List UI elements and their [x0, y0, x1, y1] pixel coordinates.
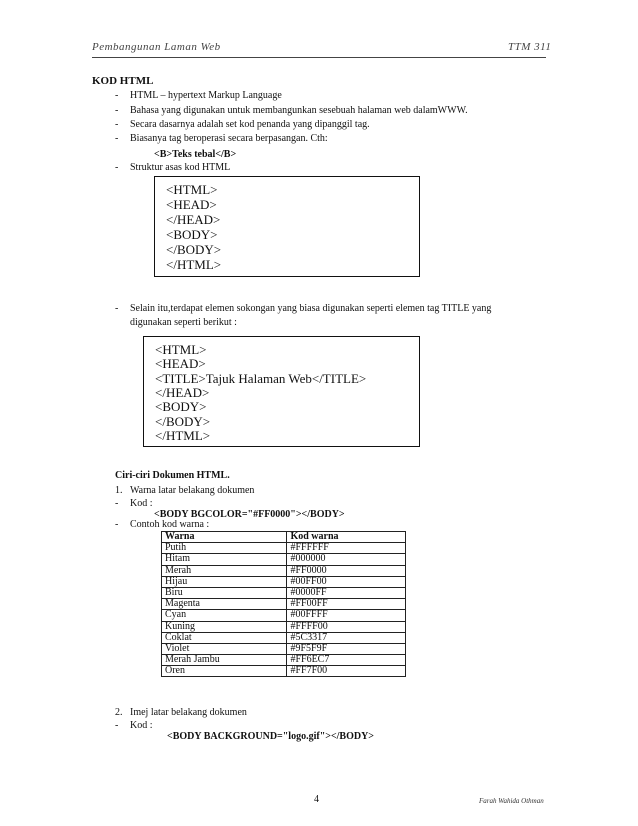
color-name-cell: Merah — [162, 565, 287, 576]
item-text: Imej latar belakang dokumen — [130, 707, 247, 718]
bullet-mark: - — [115, 119, 119, 130]
bullet-text: Bahasa yang digunakan untuk membangunkan sesebuah halaman web dalamWWW. — [130, 105, 468, 116]
code-line: </BODY> — [155, 414, 211, 429]
page-number: 4 — [314, 794, 319, 805]
number-mark: 2. — [115, 707, 123, 718]
column-header-color: Warna — [162, 532, 287, 543]
table-row — [162, 632, 406, 643]
column-header-code: Kod warna — [287, 532, 406, 543]
bullet-mark: - — [115, 90, 119, 101]
subsection-title: Ciri-ciri Dokumen HTML. — [115, 470, 230, 481]
code-line: </HEAD> — [155, 385, 210, 400]
code-line: </HEAD> — [166, 212, 221, 227]
color-code-cell: #FF00FF — [287, 599, 406, 610]
color-code-cell: #FF7F00 — [287, 666, 406, 677]
bullet-mark: - — [115, 498, 119, 509]
color-code-cell: #FFFF00 — [287, 621, 406, 632]
item-text: Kod : — [130, 498, 153, 509]
color-name-cell: Putih — [162, 543, 287, 554]
table-row — [162, 643, 406, 654]
table-row — [162, 587, 406, 598]
bullet-mark: - — [115, 162, 119, 173]
code-line: </HTML> — [155, 428, 211, 443]
item-text: Kod : — [130, 720, 153, 731]
color-code-cell: #000000 — [287, 554, 406, 565]
color-code-cell: #FF0000 — [287, 565, 406, 576]
list-item — [115, 302, 535, 330]
color-name-cell: Kuning — [162, 621, 287, 632]
color-code-cell: #9F5F9F — [287, 643, 406, 654]
code-line: </HTML> — [166, 257, 222, 272]
section-title: KOD HTML — [92, 75, 154, 87]
code-line: <HTML> — [166, 182, 218, 197]
bullet-mark: - — [115, 519, 119, 530]
code-line: <BODY> — [155, 399, 207, 414]
bullet-text: Secara dasarnya adalah set kod penanda yang dipanggil tag. — [130, 119, 370, 130]
list-item — [115, 484, 515, 497]
header-rule — [92, 57, 546, 58]
color-code-cell: #FF6EC7 — [287, 655, 406, 666]
code-line: <BODY> — [166, 227, 218, 242]
color-name-cell: Oren — [162, 666, 287, 677]
bullet-text-line2: digunakan seperti berikut : — [130, 317, 237, 328]
color-code-cell: #00FF00 — [287, 576, 406, 587]
code-line: <TITLE>Tajuk Halaman Web</TITLE> — [155, 371, 367, 386]
color-code-cell: #FFFFFF — [287, 543, 406, 554]
bullet-mark: - — [115, 720, 119, 731]
table-row — [162, 599, 406, 610]
color-name-cell: Violet — [162, 643, 287, 654]
code-line: <HEAD> — [155, 356, 206, 371]
table-header-row — [162, 532, 406, 543]
bullet-mark: - — [115, 133, 119, 144]
table-row — [162, 576, 406, 587]
table-row — [162, 610, 406, 621]
table-row — [162, 554, 406, 565]
table-row — [162, 666, 406, 677]
color-code-table — [161, 531, 406, 677]
color-code-cell: #0000FF — [287, 587, 406, 598]
header-course-code: TTM 311 — [508, 41, 552, 53]
footer-author: Farah Wahida Othman — [479, 797, 544, 805]
code-box-basic-structure — [154, 176, 420, 277]
bullet-text: Struktur asas kod HTML — [130, 162, 231, 173]
code-line: <HTML> — [155, 342, 207, 357]
list-item — [115, 118, 535, 131]
list-item — [115, 518, 515, 531]
table-row — [162, 543, 406, 554]
color-name-cell: Magenta — [162, 599, 287, 610]
item-text: Contoh kod warna : — [130, 519, 210, 530]
code-bgcolor-example: <BODY BGCOLOR="#FF0000"></BODY> — [154, 509, 345, 520]
code-line: </BODY> — [166, 242, 222, 257]
code-line: <HEAD> — [166, 197, 217, 212]
code-box-title-example — [143, 336, 420, 447]
list-item — [115, 104, 535, 117]
item-text: Warna latar belakang dokumen — [130, 485, 255, 496]
number-mark: 1. — [115, 485, 123, 496]
color-name-cell: Merah Jambu — [162, 655, 287, 666]
color-name-cell: Biru — [162, 587, 287, 598]
list-item — [115, 89, 535, 102]
table-row — [162, 565, 406, 576]
bold-tag-example: <B>Teks tebal</B> — [154, 149, 237, 160]
bullet-mark: - — [115, 105, 119, 116]
bullet-text-line1: Selain itu,terdapat elemen sokongan yang biasa digunakan seperti elemen tag TITLE yang — [130, 303, 492, 314]
list-item — [115, 161, 535, 174]
color-code-cell: #5C3317 — [287, 632, 406, 643]
bullet-text: Biasanya tag beroperasi secara berpasangan. Cth: — [130, 133, 328, 144]
code-background-example: <BODY BACKGROUND="logo.gif"></BODY> — [167, 731, 375, 742]
table-row — [162, 621, 406, 632]
header-title: Pembangunan Laman Web — [92, 41, 221, 53]
color-code-cell: #00FFFF — [287, 610, 406, 621]
color-name-cell: Coklat — [162, 632, 287, 643]
list-item — [115, 706, 515, 719]
bullet-mark: - — [115, 303, 119, 314]
bullet-text: HTML – hypertext Markup Language — [130, 90, 282, 101]
table-row — [162, 655, 406, 666]
color-name-cell: Hijau — [162, 576, 287, 587]
list-item — [115, 132, 535, 145]
color-name-cell: Hitam — [162, 554, 287, 565]
color-name-cell: Cyan — [162, 610, 287, 621]
